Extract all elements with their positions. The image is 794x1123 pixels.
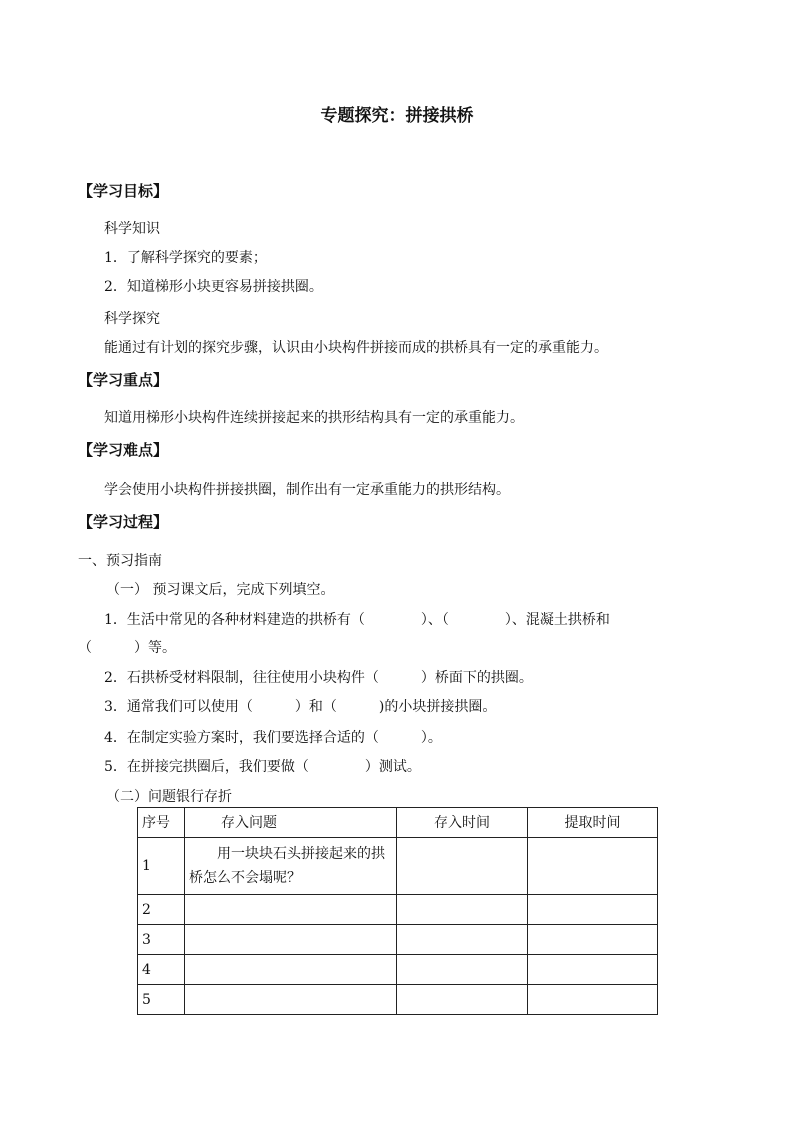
fill-blank-instructions: （一） 预习课文后，完成下列填空。 <box>106 582 335 598</box>
row-question[interactable] <box>185 985 397 1015</box>
question-2: 2．石拱桥受材料限制，往往使用小块构件（ ）桥面下的拱圈。 <box>104 670 533 686</box>
question-bank-table <box>137 807 658 1015</box>
inquiry-item-1: 能通过有计划的探究步骤，认识由小块构件拼接而成的拱桥具有一定的承重能力。 <box>104 340 608 356</box>
key-text: 知道用梯形小块构件连续拼接起来的拱形结构具有一定的承重能力。 <box>104 410 524 426</box>
goal-item-2: 2．知道梯形小块更容易拼接拱圈。 <box>104 279 323 295</box>
row-question[interactable] <box>185 955 397 985</box>
table-row <box>138 955 658 985</box>
question-bank-heading: （二）问题银行存折 <box>106 789 232 805</box>
page-title: 专题探究：拼接拱桥 <box>320 106 474 126</box>
row-withdraw-time[interactable] <box>528 838 658 895</box>
header-index: 序号 <box>138 808 185 838</box>
row-withdraw-time[interactable] <box>528 895 658 925</box>
row-deposit-time[interactable] <box>397 838 528 895</box>
row-withdraw-time[interactable] <box>528 925 658 955</box>
table-header-row <box>138 808 658 838</box>
table-row <box>138 895 658 925</box>
row-index: 3 <box>138 925 185 955</box>
goal-item-1: 1．了解科学探究的要素； <box>104 250 267 266</box>
header-deposit-time: 存入时间 <box>397 808 528 838</box>
row-index: 4 <box>138 955 185 985</box>
table-row <box>138 838 658 895</box>
header-withdraw-time: 提取时间 <box>528 808 658 838</box>
goals-heading: 【学习目标】 <box>78 182 169 200</box>
row-index: 1 <box>138 838 185 895</box>
difficult-heading: 【学习难点】 <box>78 441 169 459</box>
question-4: 4．在制定实验方案时，我们要选择合适的（ ）。 <box>104 730 442 746</box>
difficult-text: 学会使用小块构件拼接拱圈，制作出有一定承重能力的拱形结构。 <box>104 482 510 498</box>
row-withdraw-time[interactable] <box>528 955 658 985</box>
question-1-line-2: （ ）等。 <box>78 640 176 656</box>
sci-inquiry-label: 科学探究 <box>104 311 160 327</box>
row-question[interactable] <box>185 925 397 955</box>
row-deposit-time[interactable] <box>397 895 528 925</box>
table-row <box>138 985 658 1015</box>
row-question[interactable] <box>185 895 397 925</box>
process-heading: 【学习过程】 <box>78 513 169 531</box>
row-withdraw-time[interactable] <box>528 985 658 1015</box>
row-deposit-time[interactable] <box>397 985 528 1015</box>
row-question[interactable]: 用一块块石头拼接起来的拱桥怎么不会塌呢？ <box>185 838 397 895</box>
row-index: 5 <box>138 985 185 1015</box>
table-row <box>138 925 658 955</box>
question-3: 3．通常我们可以使用（ ）和（ )的小块拼接拱圈。 <box>104 699 497 715</box>
row-deposit-time[interactable] <box>397 925 528 955</box>
row-deposit-time[interactable] <box>397 955 528 985</box>
preview-guide-heading: 一、预习指南 <box>78 553 162 569</box>
question-1-line-1: 1．生活中常见的各种材料建造的拱桥有（ ）、（ ）、混凝土拱桥和 <box>104 612 610 628</box>
key-heading: 【学习重点】 <box>78 371 169 389</box>
question-5: 5．在拼接完拱圈后，我们要做（ ）测试。 <box>104 759 421 775</box>
header-question: 存入问题 <box>185 808 397 838</box>
sci-knowledge-label: 科学知识 <box>104 221 160 237</box>
row-index: 2 <box>138 895 185 925</box>
